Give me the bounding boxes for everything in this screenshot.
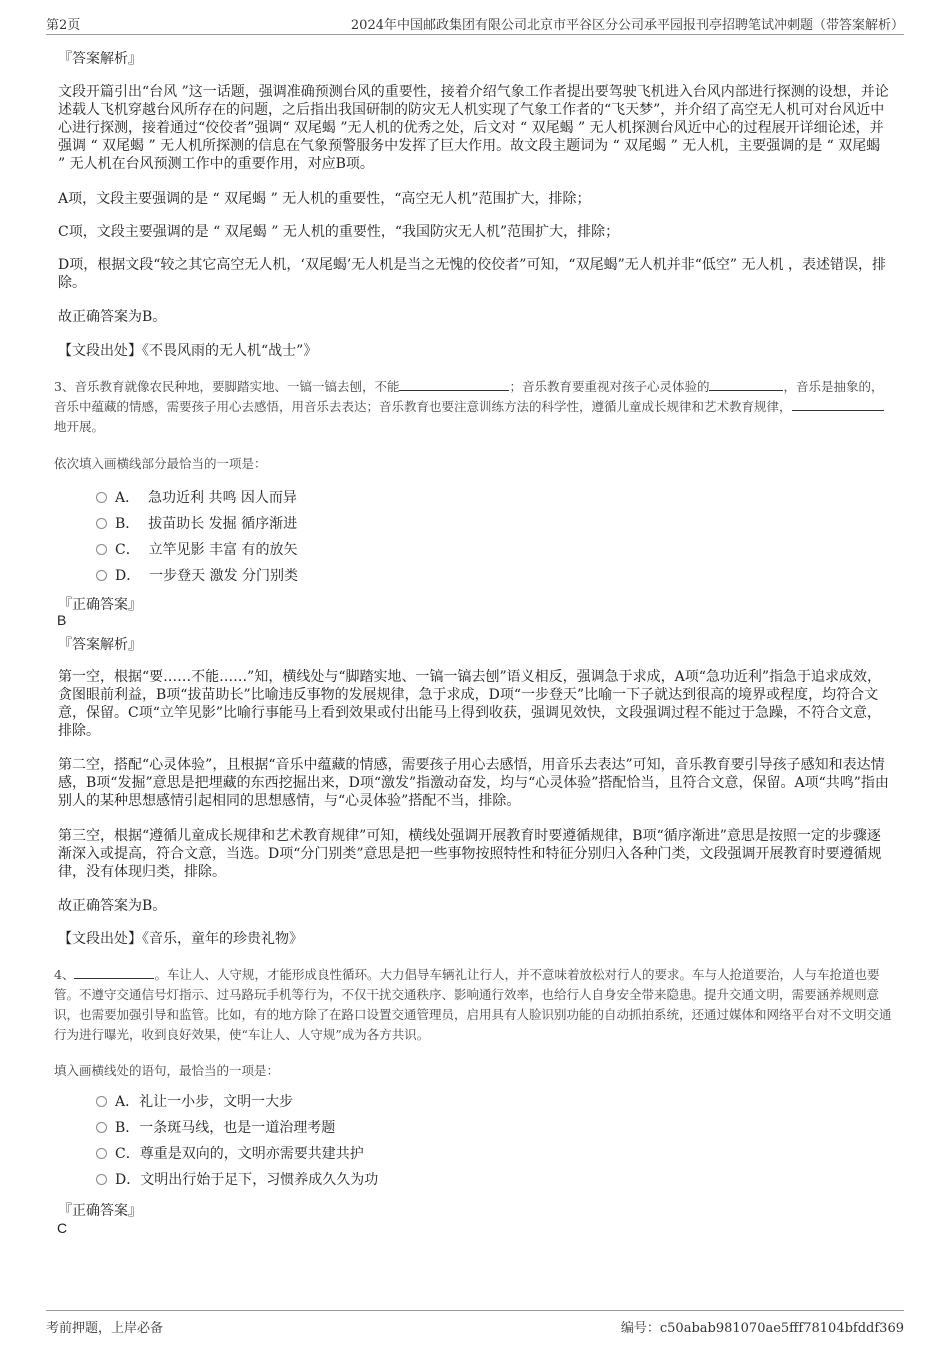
q4-stem: 4、 。车让人、人守规，才能形成良性循环。大力倡导车辆礼让行人，并不意味着放松对行人的要求。车与人抢道要治，人与车抢道也要管。不遵守交通信号灯指示、过马路玩手机等行为，不仅干扰交通秩序、影响通行效率，也给行人自身安全带来隐患。提升交通文明，需要涵养规则意识，也需要加强引导和监管。比如，有的地方除了在路口设置交通管理员，启用具有人脸识别功能的自动抓拍系统，还通过媒体和网络平台对不文明交通行为进行曝光，收到良好效果，使“车让人、人守规”成为各方共识。 <box>54 967 892 1042</box>
page-header <box>46 12 904 35</box>
radio-icon[interactable] <box>96 518 107 529</box>
q3-analysis-paragraph-2: 第二空，搭配“心灵体验”，且根据“音乐中蕴藏的情感，需要孩子用心去感悟，用音乐去表达”可知，音乐教育要引导孩子感知和表达情感，B项“发掘”意思是把埋藏的东西挖掘出来，D项“激发”指激动奋发，均与“心灵体验”搭配恰当，且符合文意，保留。A项“共鸣”指由别人的某种思想感情引起相同的思想感情，与“心灵体验”搭配不当，排除。 <box>58 757 889 809</box>
answer-blank <box>399 377 509 391</box>
q2-analysis-label: 『答案解析』 <box>58 51 142 67</box>
q4-instruction: 填入画横线处的语句，最恰当的一项是： <box>54 1063 280 1078</box>
q3-analysis-paragraph-3: 第三空，根据“遵循儿童成长规律和艺术教育规律”可知，横线处强调开展教育时要遵循规律，B项“循序渐进”意思是按照一定的步骤逐渐深入或提高，符合文意，当选。D项“分门别类”意思是把一些事物按照特性和特征分别归入各种门类，文段强调开展教育时要遵循规律，没有体现归类，排除。 <box>58 828 882 880</box>
radio-icon[interactable] <box>96 1122 107 1133</box>
q4-option-c[interactable]: C．尊重是双向的，文明亦需要共建共护 <box>96 1144 364 1164</box>
radio-icon[interactable] <box>96 1174 107 1185</box>
answer-blank <box>709 377 783 391</box>
q3-analysis-paragraph-1: 第一空，根据“要……不能……”知，横线处与“脚踏实地、一镐一镐去刨”语义相反，强调急于求成，A项“急功近利”指急于追求成效，贪图眼前利益，B项“拔苗助长”比喻违反事物的发展规律，急于求成，D项“一步登天”比喻一下子就达到很高的境界或程度，均符合文意，保留。C项“立竿见影”比喻行事能马上看到效果或付出能马上得到收获，强调见效快，文段强调过程不能过于急躁，不符合文意，排除。 <box>58 669 882 739</box>
q4-option-b[interactable]: B．一条斑马线，也是一道治理考题 <box>96 1118 335 1138</box>
q3-option-b[interactable]: B． 拔苗助长 发掘 循序渐进 <box>96 514 297 534</box>
radio-icon[interactable] <box>96 544 107 555</box>
page-footer <box>46 1310 904 1339</box>
q3-analysis-label: 『答案解析』 <box>58 637 142 653</box>
q2-option-a-analysis: A项，文段主要强调的是 “ 双尾蝎 ” 无人机的重要性，“高空无人机”范围扩大，排除； <box>58 191 591 207</box>
answer-blank <box>792 397 884 411</box>
q3-option-a[interactable]: A． 急功近利 共鸣 因人而异 <box>96 488 297 508</box>
q4-correct-label: 『正确答案』 <box>58 1203 142 1219</box>
footer-slogan: 考前押题，上岸必备 <box>46 1321 164 1336</box>
q3-option-d[interactable]: D． 一步登天 激发 分门别类 <box>96 566 298 586</box>
radio-icon[interactable] <box>96 1148 107 1159</box>
q2-option-c-analysis: C项，文段主要强调的是 “ 双尾蝎 ” 无人机的重要性，“我国防灾无人机”范围扩大，排除； <box>58 224 620 240</box>
q3-stem: 3、音乐教育就像农民种地，要脚踏实地、一镐一镐去刨，不能 ；音乐教育要重视对孩子心灵体验的 ，音乐是抽象的，音乐中蕴藏的情感，需要孩子用心去感悟，用音乐去表达；音乐教育也要注意训练方法的科学性，遵循儿童成长规律和艺术教育规律，地开展。 <box>54 379 884 434</box>
radio-icon[interactable] <box>96 570 107 581</box>
q2-conclusion: 故正确答案为B。 <box>58 309 167 325</box>
q4-correct-value: C <box>57 1220 68 1236</box>
page-number: 第2页 <box>46 18 81 33</box>
document-title: 2024年中国邮政集团有限公司北京市平谷区分公司承平园报刊亭招聘笔试冲刺题（带答案解析） <box>350 18 904 33</box>
q3-source: 【文段出处】《音乐，童年的珍贵礼物》 <box>58 931 303 947</box>
q2-option-d-analysis: D项，根据文段“较之其它高空无人机，‘双尾蝎’无人机是当之无愧的佼佼者”可知，“双尾蝎”无人机并非“低空” 无人机 ，表述错误，排除。 <box>58 257 886 291</box>
q3-option-c[interactable]: C． 立竿见影 丰富 有的放矢 <box>96 540 298 560</box>
q2-analysis-paragraph: 文段开篇引出“台风 ”这一话题，强调准确预测台风的重要性，接着介绍气象工作者提出要驾驶飞机进入台风内部进行探测的设想，并论述载人飞机穿越台风所存在的问题，之后指出我国研制的防灾无人机实现了气象工作者的“飞天梦”，并介绍了高空无人机可对台风近中心进行探测，接着通过“佼佼者”强调“ 双尾蝎 ”无人机的优秀之处，后文对 “ 双尾蝎 ” 无人机探测台风近中心的过程展开详细论述，并强调 “ 双尾蝎 ” 无人机所探测的信息在气象预警服务中发挥了巨大作用。故文段主题词为 “ 双尾蝎 ” 无人机，主要强调的是 “ 双尾蝎 ” 无人机在台风预测工作中的重要作用，对应B项。 <box>58 84 889 172</box>
radio-icon[interactable] <box>96 1096 107 1107</box>
q3-correct-label: 『正确答案』 <box>58 597 142 613</box>
answer-blank <box>74 965 154 979</box>
q2-source: 【文段出处】《不畏风雨的无人机“战士”》 <box>58 343 318 359</box>
q4-option-a[interactable]: A．礼让一小步，文明一大步 <box>96 1092 293 1112</box>
radio-icon[interactable] <box>96 492 107 503</box>
q3-correct-value: B <box>57 612 67 628</box>
document-id: 编号：c50abab981070ae5fff78104bfddf369 <box>620 1321 904 1336</box>
q3-instruction: 依次填入画横线部分最恰当的一项是： <box>54 456 267 471</box>
q4-option-d[interactable]: D．文明出行始于足下，习惯养成久久为功 <box>96 1170 378 1190</box>
q3-conclusion: 故正确答案为B。 <box>58 898 167 914</box>
